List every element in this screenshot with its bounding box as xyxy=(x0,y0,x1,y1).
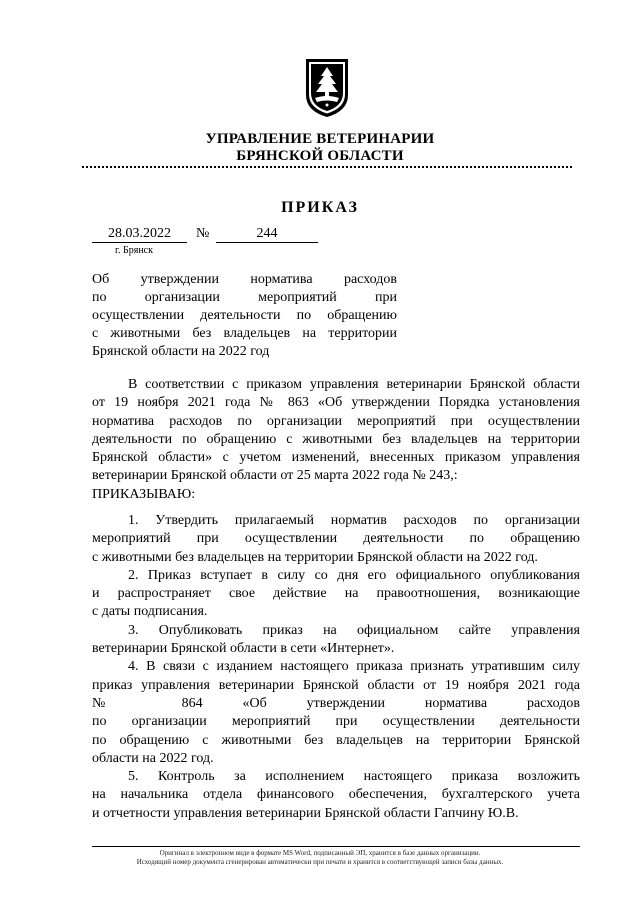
organization-name-line1: УПРАВЛЕНИЕ ВЕТЕРИНАРИИ xyxy=(205,131,435,147)
header-divider xyxy=(82,166,572,168)
item-2-line: с даты подписания. xyxy=(92,604,208,620)
item-4-line: области на 2022 год. xyxy=(92,750,214,766)
item-2-line: 2. Приказ вступает в силу со дня его официального опубликования xyxy=(128,567,580,583)
item-1-line: с животными без владельцев на территории Брянской области на 2022 год. xyxy=(92,549,538,565)
footer-note-1: Оригинал в электронном виде в формате MS Word, подписанный ЭП, хранится в базе данных организации. xyxy=(159,849,481,857)
item-5-line: 5. Контроль за исполнением настоящего приказа возложить xyxy=(128,769,580,785)
document-date: 28.03.2022 xyxy=(92,226,187,243)
preamble xyxy=(92,376,580,504)
preamble-line: В соответствии с приказом управления ветеринарии Брянской области xyxy=(128,377,580,392)
preamble-line: деятельности по обращению с животными без владельцев на территории xyxy=(92,431,580,447)
item-3-line: 3. Опубликовать приказ на официальном сайте управления xyxy=(128,622,580,638)
order-keyword: ПРИКАЗЫВАЮ: xyxy=(92,486,196,502)
document-subject xyxy=(92,271,397,361)
item-3-line: ветеринарии Брянской области в сети «Интернет». xyxy=(92,641,395,657)
document-title: ПРИКАЗ xyxy=(281,199,359,216)
document-city: г. Брянск xyxy=(115,245,153,256)
subject-line: с животными без владельцев на территории xyxy=(92,326,397,341)
item-2-line: и распространяет свое действие на правоотношения, возникающие xyxy=(92,586,580,602)
organization-name-line2: БРЯНСКОЙ ОБЛАСТИ xyxy=(236,148,404,164)
item-4-line: приказ управления ветеринарии Брянской области от 19 ноября 2021 года xyxy=(92,677,580,693)
subject-line: Брянской области на 2022 год xyxy=(92,344,270,359)
item-4-line: 4. В связи с изданием настоящего приказа признать утратившим силу xyxy=(128,659,580,675)
subject-line: по организации мероприятий при xyxy=(92,290,397,305)
preamble-line: от 19 ноября 2021 года № 863 «Об утверждении Порядка установления xyxy=(92,395,580,411)
preamble-line: норматива расходов по организации мероприятий при осуществлении xyxy=(92,413,580,429)
item-4-line: № 864 «Об утверждении норматива расходов xyxy=(92,695,580,711)
item-1-line: 1. Утвердить прилагаемый норматив расходов по организации xyxy=(128,513,580,528)
item-1-line: мероприятий при осуществлении деятельности по обращению xyxy=(92,531,580,547)
subject-line: Об утверждении норматива расходов xyxy=(92,272,397,287)
subject-line: осуществлении деятельности по обращению xyxy=(92,308,397,323)
number-sign: № xyxy=(196,226,210,241)
item-4-line: по организации мероприятий при осуществлении деятельности xyxy=(92,714,580,730)
footer-note-2: Исходящий номер документа сгенерирован автоматически при печати и хранится в соответствующей записи базы данных. xyxy=(136,858,504,866)
item-4-line: по обращению с животными без владельцев на территории Брянской xyxy=(92,732,580,748)
preamble-line: ветеринарии Брянской области от 25 марта 2022 года № 243,: xyxy=(92,468,458,484)
item-5-line: на начальника отдела финансового обеспечения, бухгалтерского учета xyxy=(92,787,580,803)
order-items xyxy=(92,512,580,823)
item-5-line: и отчетности управления ветеринарии Брянской области Гапчину Ю.В. xyxy=(92,805,519,821)
coat-of-arms-icon xyxy=(304,57,350,119)
preamble-line: Брянской области» с учетом изменений, внесенных приказом управления xyxy=(92,450,580,466)
document-number: 244 xyxy=(216,226,318,243)
footer-divider xyxy=(92,846,580,847)
